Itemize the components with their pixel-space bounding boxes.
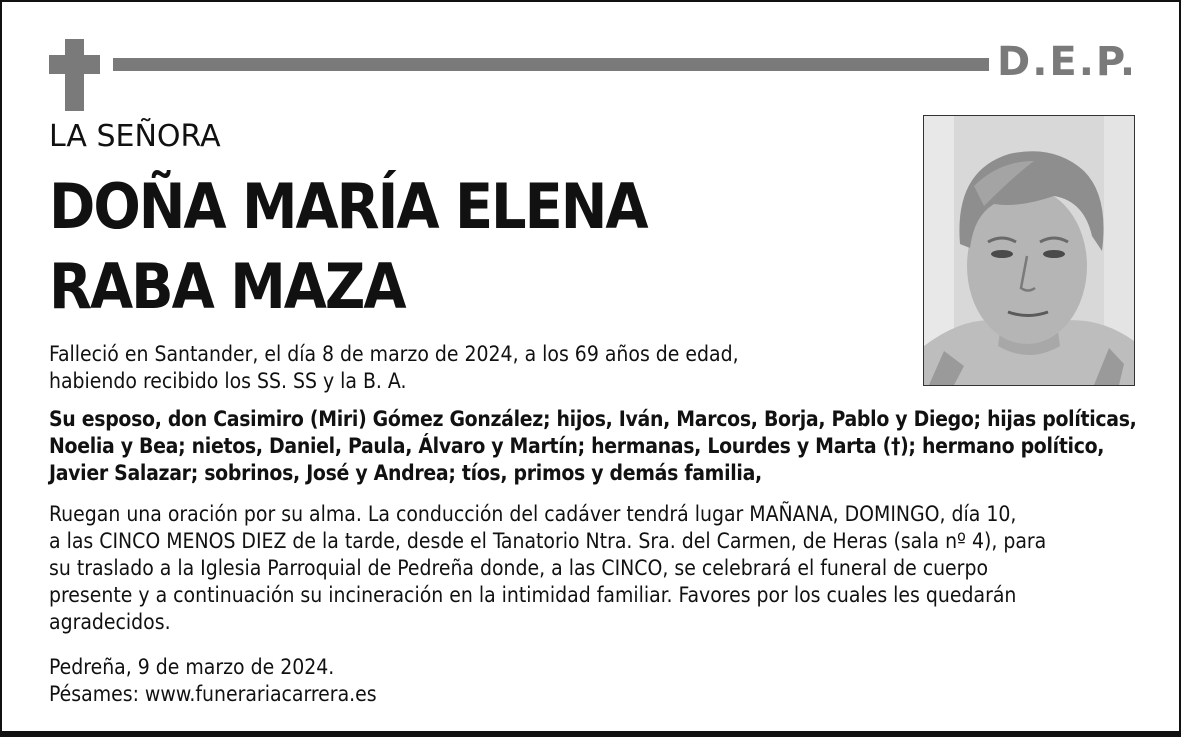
death-notice [49,341,739,395]
family-list [49,406,1137,487]
family-line: Su esposo, don Casimiro (Miri) Gómez González; hijos, Iván, Marcos, Borja, Pablo y Diego; hijas políticas, [49,407,1137,431]
condolences-link[interactable]: Pésames: www.funerariacarrera.es [49,682,377,706]
deceased-name-line-2: RABA MAZA [49,250,405,323]
dep-label: D.E.P. [997,39,1138,85]
service-line: presente y a continuación su incineración en la intimidad familiar. Favores por los cuales les quedarán [49,583,1017,607]
death-notice-line: habiendo recibido los SS. SS y la B. A. [49,369,407,393]
service-line: agradecidos. [49,610,171,634]
family-line: Noelia y Bea; nietos, Daniel, Paula, Álvaro y Martín; hermanas, Lourdes y Marta (†); hermano político, [49,434,1105,458]
portrait-image [924,116,1134,385]
footer [49,654,377,708]
service-details [49,501,1046,636]
service-line: su traslado a la Iglesia Parroquial de Pedreña donde, a las CINCO, se celebrará el funeral de cuerpo [49,556,989,580]
family-line: Javier Salazar; sobrinos, José y Andrea; tíos, primos y demás familia, [49,461,762,485]
header-rule [113,58,989,71]
service-line: Ruegan una oración por su alma. La conducción del cadáver tendrá lugar MAÑANA, DOMINGO, día 10, [49,502,1017,526]
place-date: Pedreña, 9 de marzo de 2024. [49,655,335,679]
cross-horizontal-bar [49,55,100,74]
honorific: LA SEÑORA [49,119,221,154]
service-line: a las CINCO MENOS DIEZ de la tarde, desde el Tanatorio Ntra. Sra. del Carmen, de Heras (sala nº 4), para [49,529,1047,553]
death-notice-line: Falleció en Santander, el día 8 de marzo de 2024, a los 69 años de edad, [49,342,739,366]
cross-vertical-bar [65,39,84,111]
deceased-name-line-1: DOÑA MARÍA ELENA [49,170,647,243]
portrait-photo [923,115,1135,386]
